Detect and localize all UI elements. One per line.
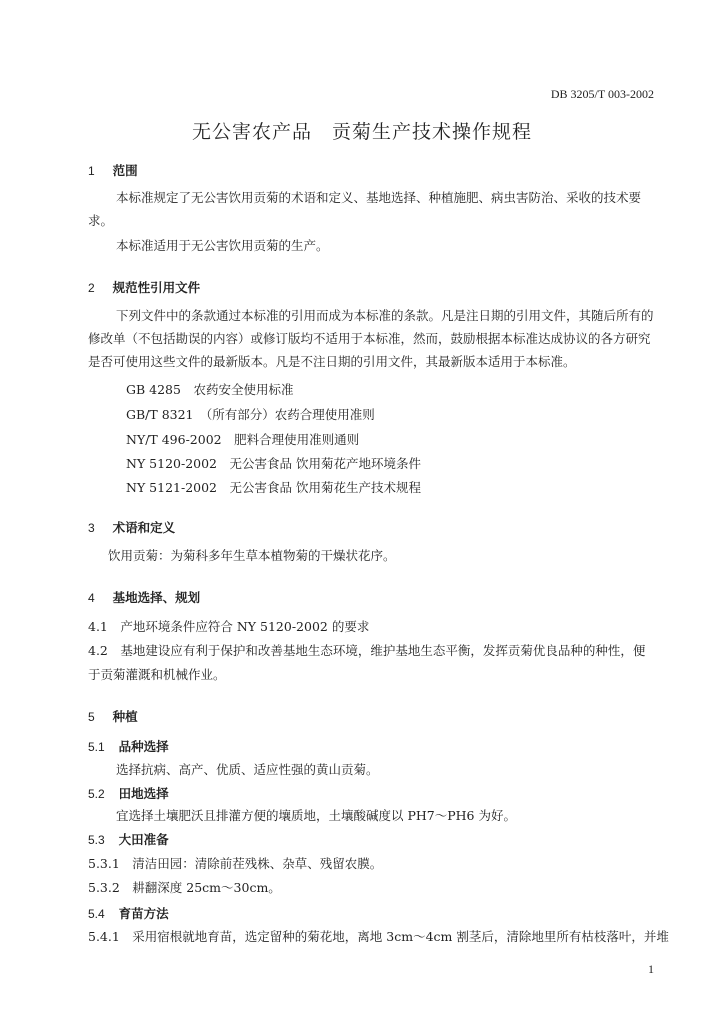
subsection-5-2-heading [88, 784, 169, 802]
reference-item: NY 5120-2002 无公害食品 饮用菊花产地环境条件 [126, 456, 421, 471]
reference-item: GB 4285 农药安全使用标准 [126, 382, 294, 397]
clause-5-4-1: 5.4.1 采用宿根就地育苗，选定留种的菊花地，离地 3cm～4cm 割茎后，清除地里所有枯枝落叶，并堆 [88, 929, 669, 944]
section-3-heading [88, 518, 175, 536]
normative-references-paragraph: 下列文件中的条款通过本标准的引用而成为本标准的条款。凡是注日期的引用文件，其随后所有的修改单（不包括勘误的内容）或修订版均不适用于本标准，然而，鼓励根据本标准达成协议的各方研究是否可使用这些文件的最新版本。凡是不注日期的引用文件，其最新版本适用于本标准。 [88, 308, 654, 369]
section-title: 种植 [112, 709, 138, 724]
clause-5-3-2: 5.3.2 耕翻深度 25cm～30cm。 [88, 880, 281, 895]
subsection-number: 5.2 [88, 787, 105, 801]
subsection-title: 育苗方法 [118, 906, 169, 921]
reference-item: GB/T 8321 （所有部分）农药合理使用准则 [126, 407, 375, 422]
section-number: 2 [88, 281, 95, 295]
section-title: 术语和定义 [112, 520, 176, 535]
subsection-5-3-heading [88, 830, 169, 848]
section-4-heading [88, 588, 200, 606]
variety-selection-text: 选择抗病、高产、优质、适应性强的黄山贡菊。 [116, 762, 379, 777]
clause-4-2-continued: 于贡菊灌溉和机械作业。 [88, 667, 226, 682]
subsection-5-1-heading [88, 737, 169, 755]
subsection-number: 5.4 [88, 907, 105, 921]
subsection-title: 大田准备 [118, 832, 169, 847]
section-1-heading [88, 161, 138, 179]
field-selection-text: 宜选择土壤肥沃且排灌方便的壤质地，土壤酸碱度以 PH7～PH6 为好。 [116, 808, 516, 823]
scope-paragraph-2: 本标准适用于无公害饮用贡菊的生产。 [116, 238, 329, 253]
subsection-number: 5.1 [88, 740, 105, 754]
section-title: 范围 [112, 163, 138, 178]
page-title: 无公害农产品 贡菊生产技术操作规程 [191, 121, 532, 143]
section-title: 规范性引用文件 [112, 280, 201, 295]
scope-paragraph-1: 本标准规定了无公害饮用贡菊的术语和定义、基地选择、种植施肥、病虫害防治、采收的技术要求。 [88, 190, 642, 228]
subsection-5-4-heading [88, 904, 169, 922]
reference-item: NY 5121-2002 无公害食品 饮用菊花生产技术规程 [126, 480, 421, 495]
document-number: DB 3205/T 003-2002 [550, 87, 654, 101]
section-5-heading [88, 707, 138, 725]
subsection-title: 田地选择 [118, 786, 169, 801]
section-number: 4 [88, 591, 95, 605]
term-definition: 饮用贡菊：为菊科多年生草本植物菊的干燥状花序。 [108, 548, 396, 563]
subsection-title: 品种选择 [118, 739, 169, 754]
section-title: 基地选择、规划 [112, 590, 201, 605]
clause-4-1: 4.1 产地环境条件应符合 NY 5120-2002 的要求 [88, 619, 370, 634]
clause-4-2: 4.2 基地建设应有利于保护和改善基地生态环境，维护基地生态平衡，发挥贡菊优良品种的种性，便 [88, 643, 646, 658]
page-number: 1 [648, 962, 654, 976]
section-number: 3 [88, 521, 95, 535]
section-number: 1 [88, 164, 95, 178]
section-number: 5 [88, 710, 95, 724]
reference-item: NY/T 496-2002 肥料合理使用准则通则 [126, 432, 360, 447]
subsection-number: 5.3 [88, 833, 105, 847]
clause-5-3-1: 5.3.1 清洁田园：清除前茬残株、杂草、残留农膜。 [88, 856, 383, 871]
section-2-heading [88, 278, 200, 296]
